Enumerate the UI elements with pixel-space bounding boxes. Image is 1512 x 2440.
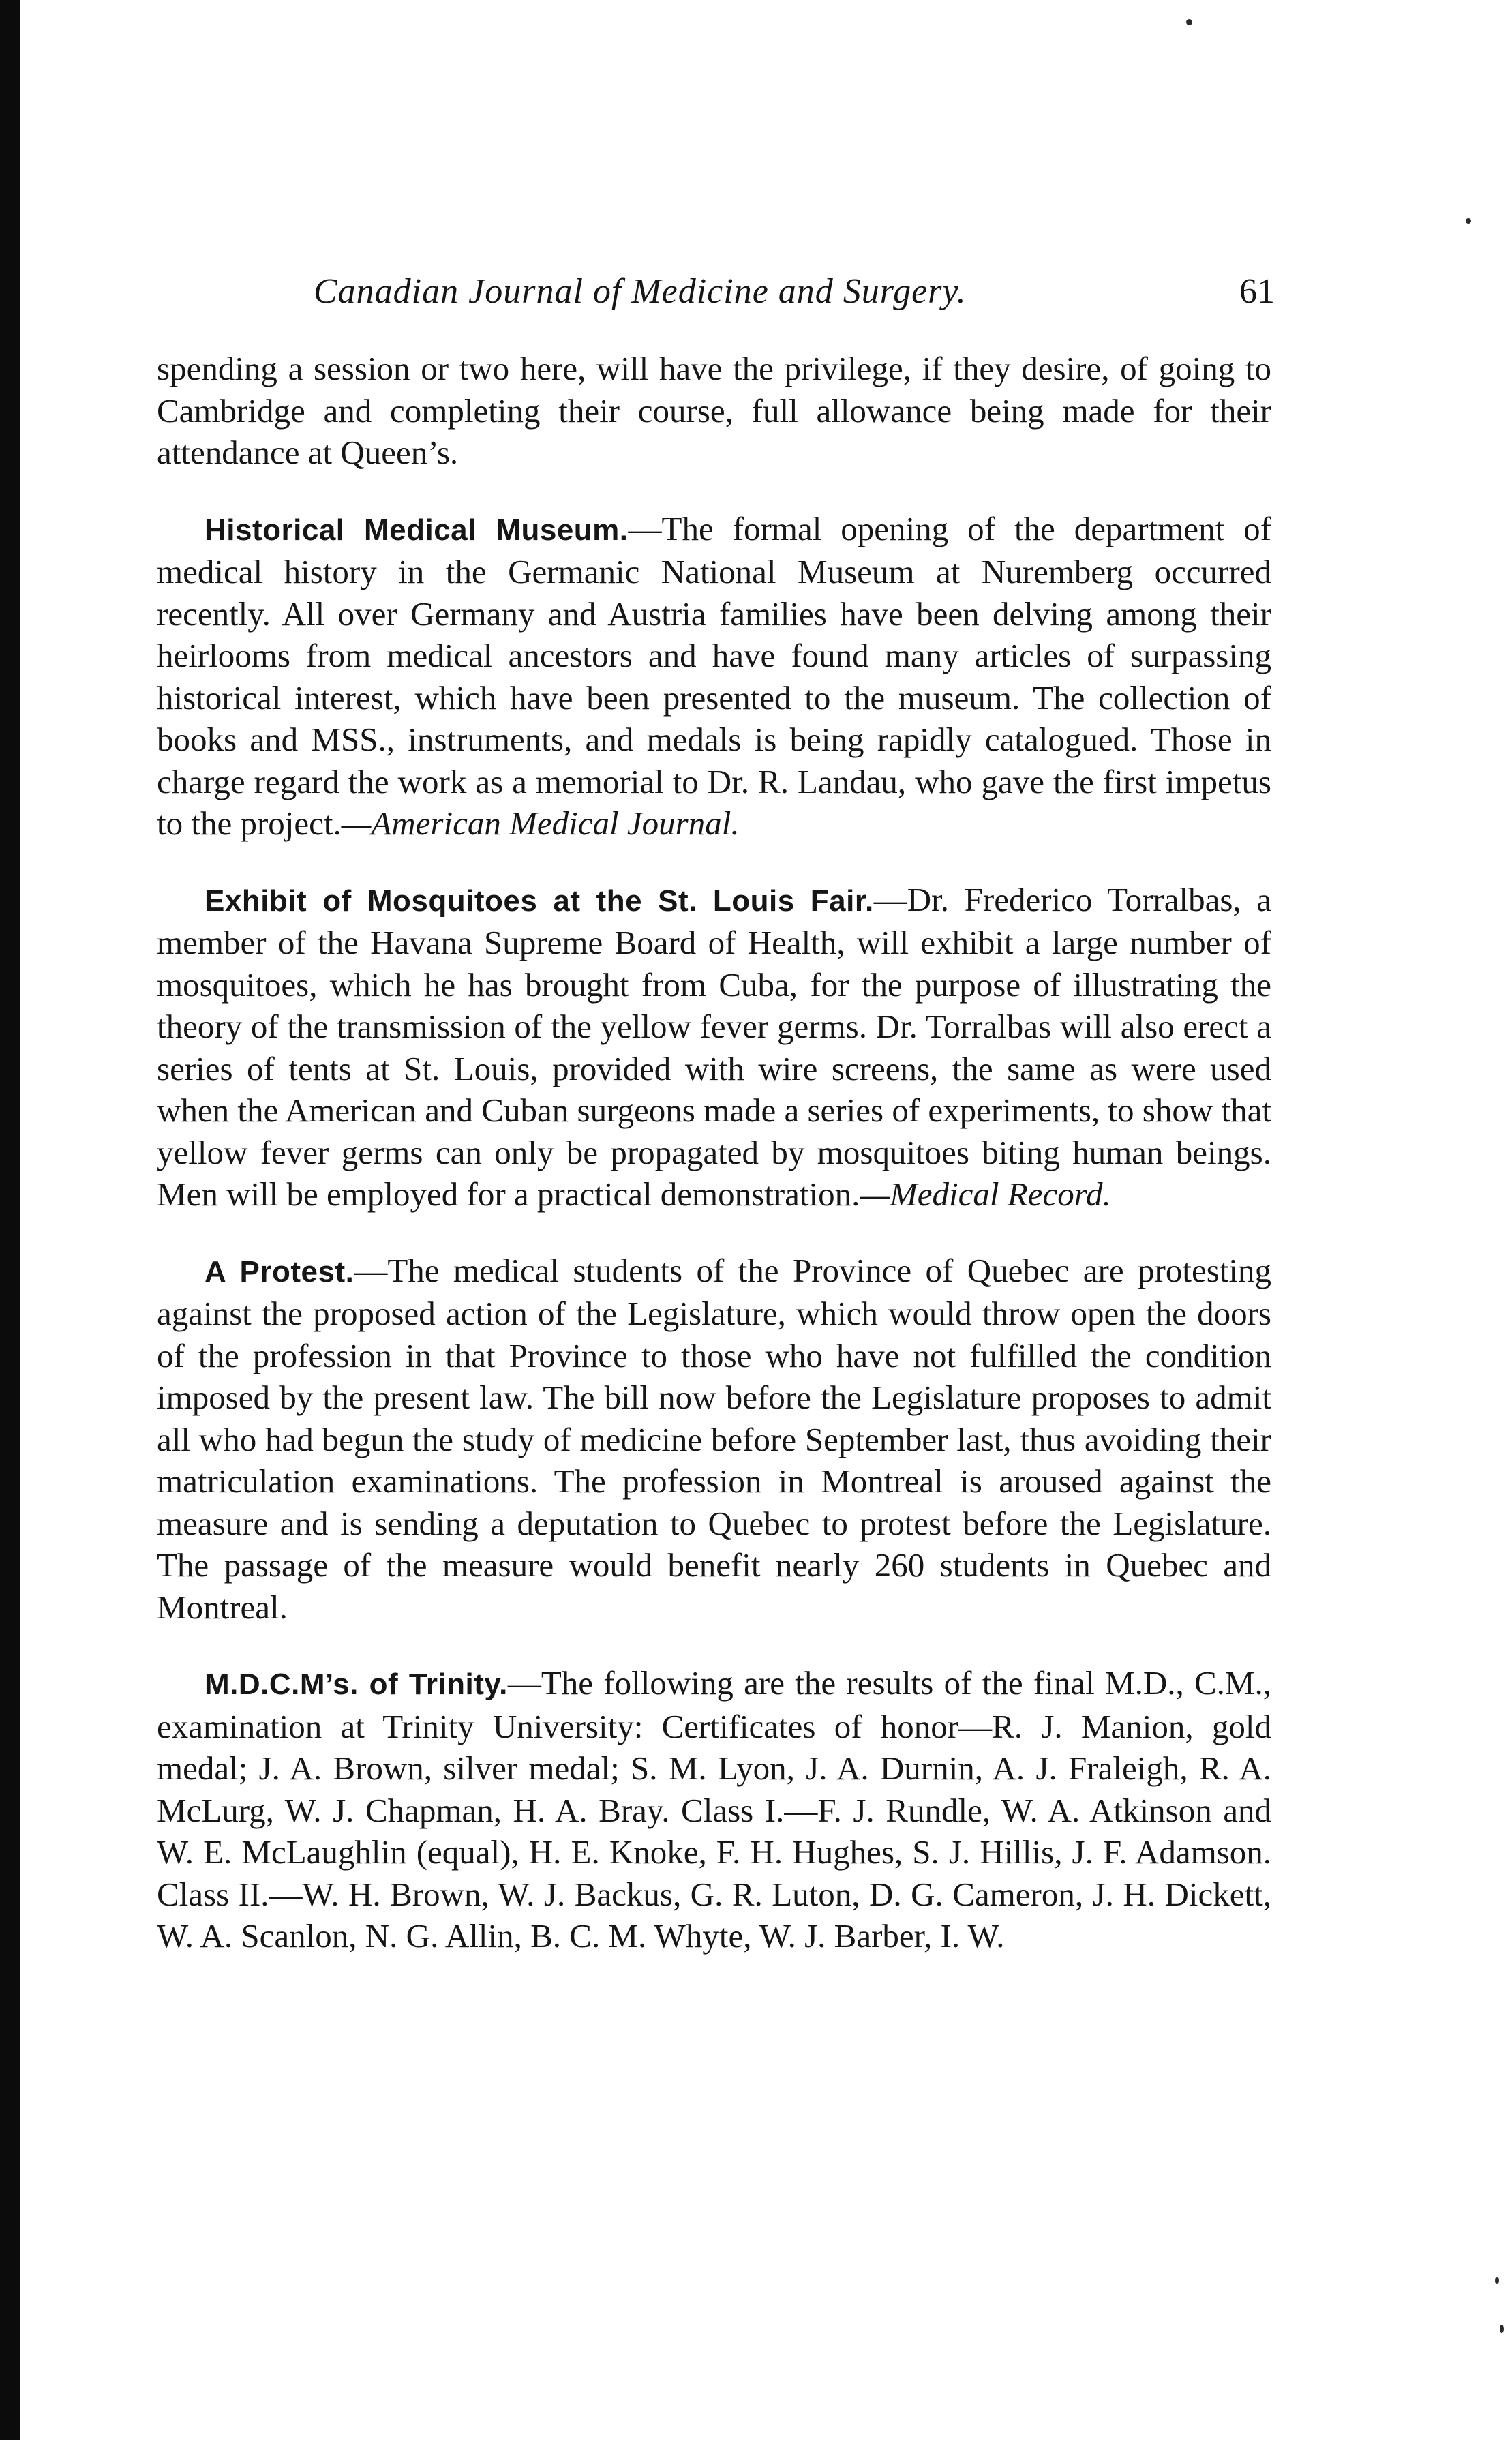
- scan-speck: [1500, 2325, 1504, 2333]
- museum-source: —American Medical Journal.: [341, 804, 740, 842]
- mosquitoes-paragraph: [157, 879, 1271, 1216]
- running-header: [157, 265, 1275, 319]
- scan-speck: [1495, 2277, 1499, 2284]
- scan-binding-edge: [0, 0, 20, 2440]
- trinity-heading: M.D.C.M’s. of Trinity.: [205, 1668, 508, 1701]
- mosquitoes-text: —Dr. Frederico Torralbas, a member of the Havana Supreme Board of Health, will exhibit a large number of mosquitoes, which he has brought from Cuba, for the purpose of illustrating the theory of the transmission of the yellow fever germs. Dr. Torralbas will also erect a series of tents at St. Louis, provided with wire screens, the same as were used when the American and Cuban surgeons made a series of experiments, to show that yellow fever germs can only be propagated by mosquitoes biting human beings. Men will be employed for a practical demonstration.: [157, 880, 1272, 1213]
- protest-text: —The medical students of the Province of Quebec are protesting against the proposed action of the Legislature, which would throw open the doors of the profession in that Province to those who have not fulfilled the condition imposed by the present law. The bill now before the Legislature proposes to admit all who had begun the study of medicine before September last, thus avoiding their matriculation examinations. The profession in Montreal is aroused against the measure and is sending a deputation to Quebec to protest before the Legislature. The passage of the measure would benefit nearly 260 students in Quebec and Montreal.: [157, 1251, 1271, 1626]
- protest-heading: A Protest.: [205, 1254, 354, 1289]
- scan-speck: [1186, 19, 1192, 25]
- page-number: 61: [1239, 272, 1275, 311]
- museum-heading: Historical Medical Museum.: [205, 513, 629, 547]
- trinity-text: —The following are the results of the final M.D., C.M., examination at Trinity University: Certificates of honor—R. J. Manion, gold medal; J. A. Brown, silver medal; S. M. Lyon, J. A. Durnin, A. J. Fraleigh, R. A. McLurg, W. J. Chapman, H. A. Bray. Class I.—F. J. Rundle, W. A. Atkinson and W. E. McLaughlin (equal), H. E. Knoke, F. H. Hughes, S. J. Hillis, J. F. Adamson. Class II.—W. H. Brown, W. J. Backus, G. R. Luton, D. G. Cameron, J. H. Dickett, W. A. Scanlon, N. G. Allin, B. C. M. Whyte, W. J. Barber, I. W.: [157, 1664, 1271, 1955]
- museum-paragraph: [157, 508, 1271, 845]
- article-body: [157, 348, 1271, 1991]
- mosquitoes-heading: Exhibit of Mosquitoes at the St. Louis Fair.: [205, 884, 874, 918]
- mosquitoes-source: —Medical Record.: [860, 1175, 1111, 1213]
- journal-title: Canadian Journal of Medicine and Surgery.: [314, 272, 967, 311]
- continuation-paragraph: spending a session or two here, will have the privilege, if they desire, of going to Cambridge and completing their course, full allowance being made for their attendance at Queen’s.: [157, 350, 1271, 471]
- protest-paragraph: [157, 1250, 1271, 1629]
- scan-speck: [1466, 218, 1471, 224]
- trinity-paragraph: [157, 1662, 1271, 1957]
- museum-text: —The formal opening of the department of medical history in the Germanic National Museum at Nuremberg occurred recently. All over Germany and Austria families have been delving among their heirlooms from medical ancestors and have found many articles of surpassing historical interest, which have been presented to the museum. The collection of books and MSS., instruments, and medals is being rapidly catalogued. Those in charge regard the work as a memorial to Dr. R. Landau, who gave the first impetus to the project.: [157, 509, 1271, 842]
